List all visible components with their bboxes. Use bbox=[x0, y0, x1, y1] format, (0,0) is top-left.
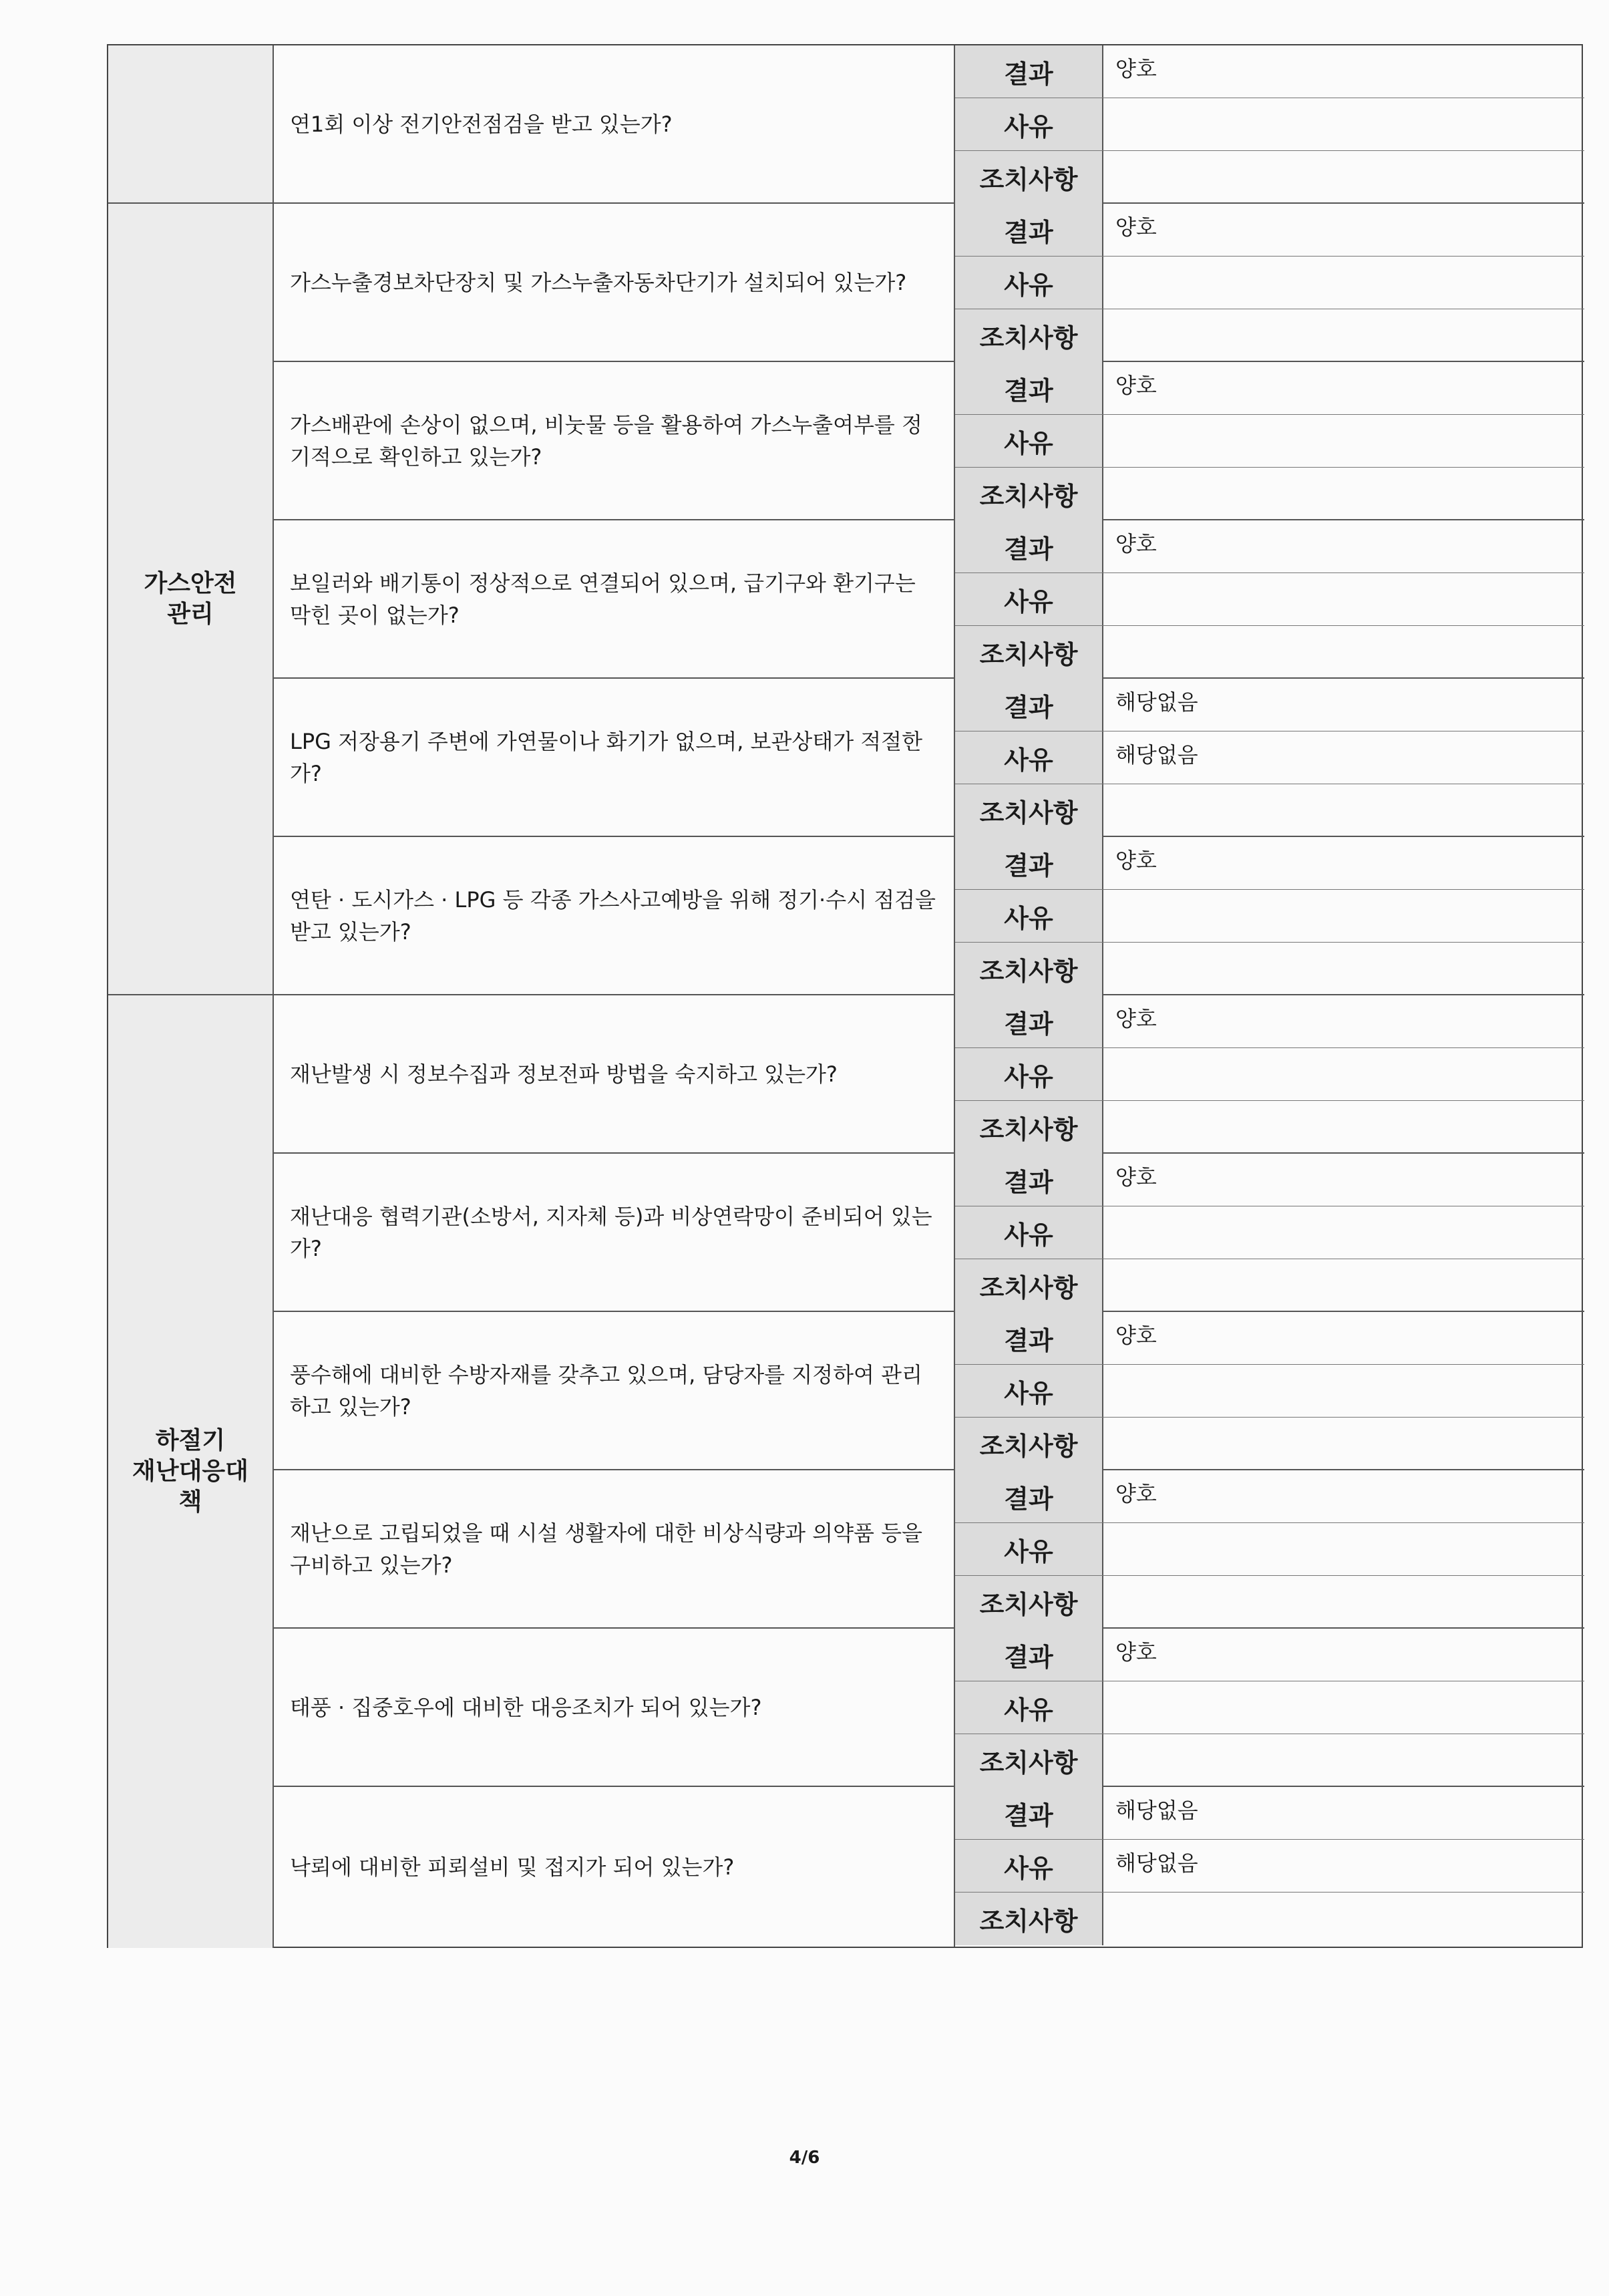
reason-label: 사유 bbox=[955, 1206, 1103, 1259]
action-row bbox=[955, 626, 1584, 679]
result-row bbox=[955, 837, 1584, 890]
result-value: 양호 bbox=[1115, 531, 1157, 556]
result-row bbox=[955, 362, 1584, 415]
checklist-item bbox=[274, 1787, 1584, 1947]
question-text: 재난발생 시 정보수집과 정보전파 방법을 숙지하고 있는가? bbox=[274, 995, 955, 1152]
reason-row bbox=[955, 1523, 1584, 1576]
action-label: 조치사항 bbox=[955, 151, 1103, 204]
question-text: 태풍 · 집중호우에 대비한 대응조치가 되어 있는가? bbox=[274, 1629, 955, 1786]
action-label: 조치사항 bbox=[955, 943, 1103, 995]
question-text: LPG 저장용기 주변에 가연물이나 화기가 없으며, 보관상태가 적절한가? bbox=[274, 679, 955, 836]
action-label: 조치사항 bbox=[955, 1734, 1103, 1787]
result-value: 양호 bbox=[1115, 56, 1157, 81]
action-row bbox=[955, 468, 1584, 520]
reason-value bbox=[1103, 890, 1584, 942]
action-row bbox=[955, 1734, 1584, 1787]
question-text: 재난으로 고립되었을 때 시설 생활자에 대한 비상식량과 의약품 등을 구비하고 있는가? bbox=[274, 1470, 955, 1627]
result-row bbox=[955, 1312, 1584, 1365]
reason-row bbox=[955, 1206, 1584, 1259]
reason-value bbox=[1103, 573, 1584, 625]
action-label: 조치사항 bbox=[955, 1259, 1103, 1312]
result-row bbox=[955, 45, 1584, 98]
question-text: 재난대응 협력기관(소방서, 지자체 등)과 비상연락망이 준비되어 있는가? bbox=[274, 1154, 955, 1311]
action-label: 조치사항 bbox=[955, 468, 1103, 520]
result-value: 양호 bbox=[1115, 1639, 1157, 1665]
action-label: 조치사항 bbox=[955, 1893, 1103, 1945]
reason-row bbox=[955, 1365, 1584, 1418]
action-label: 조치사항 bbox=[955, 784, 1103, 837]
result-row bbox=[955, 1787, 1584, 1840]
action-row bbox=[955, 784, 1584, 837]
result-label: 결과 bbox=[955, 837, 1103, 889]
result-value: 양호 bbox=[1115, 848, 1157, 873]
result-value: 양호 bbox=[1115, 1164, 1157, 1190]
reason-row bbox=[955, 1840, 1584, 1893]
result-value: 양호 bbox=[1115, 1006, 1157, 1031]
reason-row bbox=[955, 573, 1584, 626]
result-label: 결과 bbox=[955, 204, 1103, 256]
reason-label: 사유 bbox=[955, 573, 1103, 625]
reason-row bbox=[955, 731, 1584, 784]
reason-value bbox=[1103, 1048, 1584, 1100]
checklist-item bbox=[274, 520, 1584, 679]
reason-value bbox=[1103, 98, 1584, 150]
reason-label: 사유 bbox=[955, 731, 1103, 784]
action-value bbox=[1103, 626, 1584, 679]
action-value bbox=[1103, 1734, 1584, 1787]
page-number: 4/6 bbox=[789, 2148, 820, 2168]
reason-value bbox=[1103, 257, 1584, 309]
result-label: 결과 bbox=[955, 520, 1103, 572]
result-row bbox=[955, 1470, 1584, 1523]
result-label: 결과 bbox=[955, 1154, 1103, 1206]
result-row bbox=[955, 520, 1584, 573]
result-label: 결과 bbox=[955, 1470, 1103, 1522]
question-text: 가스누출경보차단장치 및 가스누출자동차단기가 설치되어 있는가? bbox=[274, 204, 955, 361]
action-row bbox=[955, 1101, 1584, 1154]
result-row bbox=[955, 1629, 1584, 1681]
reason-label: 사유 bbox=[955, 1681, 1103, 1734]
checklist-item bbox=[274, 45, 1584, 204]
reason-row bbox=[955, 257, 1584, 309]
reason-label: 사유 bbox=[955, 98, 1103, 150]
action-row bbox=[955, 151, 1584, 204]
reason-label: 사유 bbox=[955, 1048, 1103, 1100]
action-value bbox=[1103, 1418, 1584, 1470]
checklist-item bbox=[274, 837, 1584, 995]
inspection-checklist-table bbox=[107, 44, 1583, 1948]
result-value: 양호 bbox=[1115, 1481, 1157, 1506]
reason-value: 해당없음 bbox=[1115, 742, 1198, 768]
result-label: 결과 bbox=[955, 1629, 1103, 1681]
reason-label: 사유 bbox=[955, 1840, 1103, 1892]
result-label: 결과 bbox=[955, 1787, 1103, 1839]
question-text: 풍수해에 대비한 수방자재를 갖추고 있으며, 담당자를 지정하여 관리하고 있는가? bbox=[274, 1312, 955, 1469]
reason-value bbox=[1103, 1365, 1584, 1417]
action-value bbox=[1103, 151, 1584, 204]
reason-label: 사유 bbox=[955, 1523, 1103, 1575]
result-label: 결과 bbox=[955, 45, 1103, 98]
checklist-item bbox=[274, 1312, 1584, 1470]
result-row bbox=[955, 204, 1584, 257]
action-label: 조치사항 bbox=[955, 1576, 1103, 1629]
result-label: 결과 bbox=[955, 679, 1103, 731]
action-value bbox=[1103, 468, 1584, 520]
result-row bbox=[955, 995, 1584, 1048]
result-row bbox=[955, 679, 1584, 731]
action-value bbox=[1103, 1576, 1584, 1629]
result-row bbox=[955, 1154, 1584, 1206]
result-value: 해당없음 bbox=[1115, 1798, 1198, 1823]
action-label: 조치사항 bbox=[955, 309, 1103, 362]
checklist-item bbox=[274, 362, 1584, 520]
reason-row bbox=[955, 98, 1584, 151]
checklist-item bbox=[274, 679, 1584, 837]
category-label: 가스안전 관리 bbox=[144, 569, 237, 628]
question-text: 낙뢰에 대비한 피뢰설비 및 접지가 되어 있는가? bbox=[274, 1787, 955, 1947]
reason-row bbox=[955, 415, 1584, 468]
reason-label: 사유 bbox=[955, 257, 1103, 309]
reason-label: 사유 bbox=[955, 415, 1103, 467]
result-value: 양호 bbox=[1115, 373, 1157, 398]
reason-value: 해당없음 bbox=[1115, 1850, 1198, 1876]
reason-value bbox=[1103, 1681, 1584, 1734]
reason-row bbox=[955, 890, 1584, 943]
action-label: 조치사항 bbox=[955, 1101, 1103, 1154]
checklist-item bbox=[274, 1629, 1584, 1787]
reason-value bbox=[1103, 1206, 1584, 1259]
reason-value bbox=[1103, 415, 1584, 467]
result-label: 결과 bbox=[955, 995, 1103, 1047]
reason-label: 사유 bbox=[955, 890, 1103, 942]
action-label: 조치사항 bbox=[955, 626, 1103, 679]
checklist-item bbox=[274, 1470, 1584, 1629]
question-text: 연1회 이상 전기안전점검을 받고 있는가? bbox=[274, 45, 955, 202]
question-text: 보일러와 배기통이 정상적으로 연결되어 있으며, 급기구와 환기구는 막힌 곳이 없는가? bbox=[274, 520, 955, 677]
action-row bbox=[955, 1893, 1584, 1945]
result-label: 결과 bbox=[955, 1312, 1103, 1364]
question-text: 가스배관에 손상이 없으며, 비눗물 등을 활용하여 가스누출여부를 정기적으로 확인하고 있는가? bbox=[274, 362, 955, 519]
result-value: 해당없음 bbox=[1115, 689, 1198, 715]
action-row bbox=[955, 943, 1584, 995]
action-value bbox=[1103, 1893, 1584, 1945]
action-value bbox=[1103, 309, 1584, 362]
category-label: 하절기 재난대응대 책 bbox=[132, 1427, 248, 1516]
action-value bbox=[1103, 1101, 1584, 1154]
action-row bbox=[955, 309, 1584, 362]
action-row bbox=[955, 1418, 1584, 1470]
checklist-item bbox=[274, 1154, 1584, 1312]
action-value bbox=[1103, 943, 1584, 995]
action-row bbox=[955, 1259, 1584, 1312]
category-cell bbox=[108, 204, 274, 995]
result-label: 결과 bbox=[955, 362, 1103, 414]
checklist-item bbox=[274, 995, 1584, 1154]
action-row bbox=[955, 1576, 1584, 1629]
checklist-item bbox=[274, 204, 1584, 362]
result-value: 양호 bbox=[1115, 214, 1157, 240]
reason-label: 사유 bbox=[955, 1365, 1103, 1417]
category-cell bbox=[108, 45, 274, 204]
action-value bbox=[1103, 1259, 1584, 1312]
reason-row bbox=[955, 1681, 1584, 1734]
question-text: 연탄 · 도시가스 · LPG 등 각종 가스사고예방을 위해 정기·수시 점검을 받고 있는가? bbox=[274, 837, 955, 994]
category-cell bbox=[108, 995, 274, 1948]
action-value bbox=[1103, 784, 1584, 837]
reason-row bbox=[955, 1048, 1584, 1101]
action-label: 조치사항 bbox=[955, 1418, 1103, 1470]
reason-value bbox=[1103, 1523, 1584, 1575]
result-value: 양호 bbox=[1115, 1323, 1157, 1348]
